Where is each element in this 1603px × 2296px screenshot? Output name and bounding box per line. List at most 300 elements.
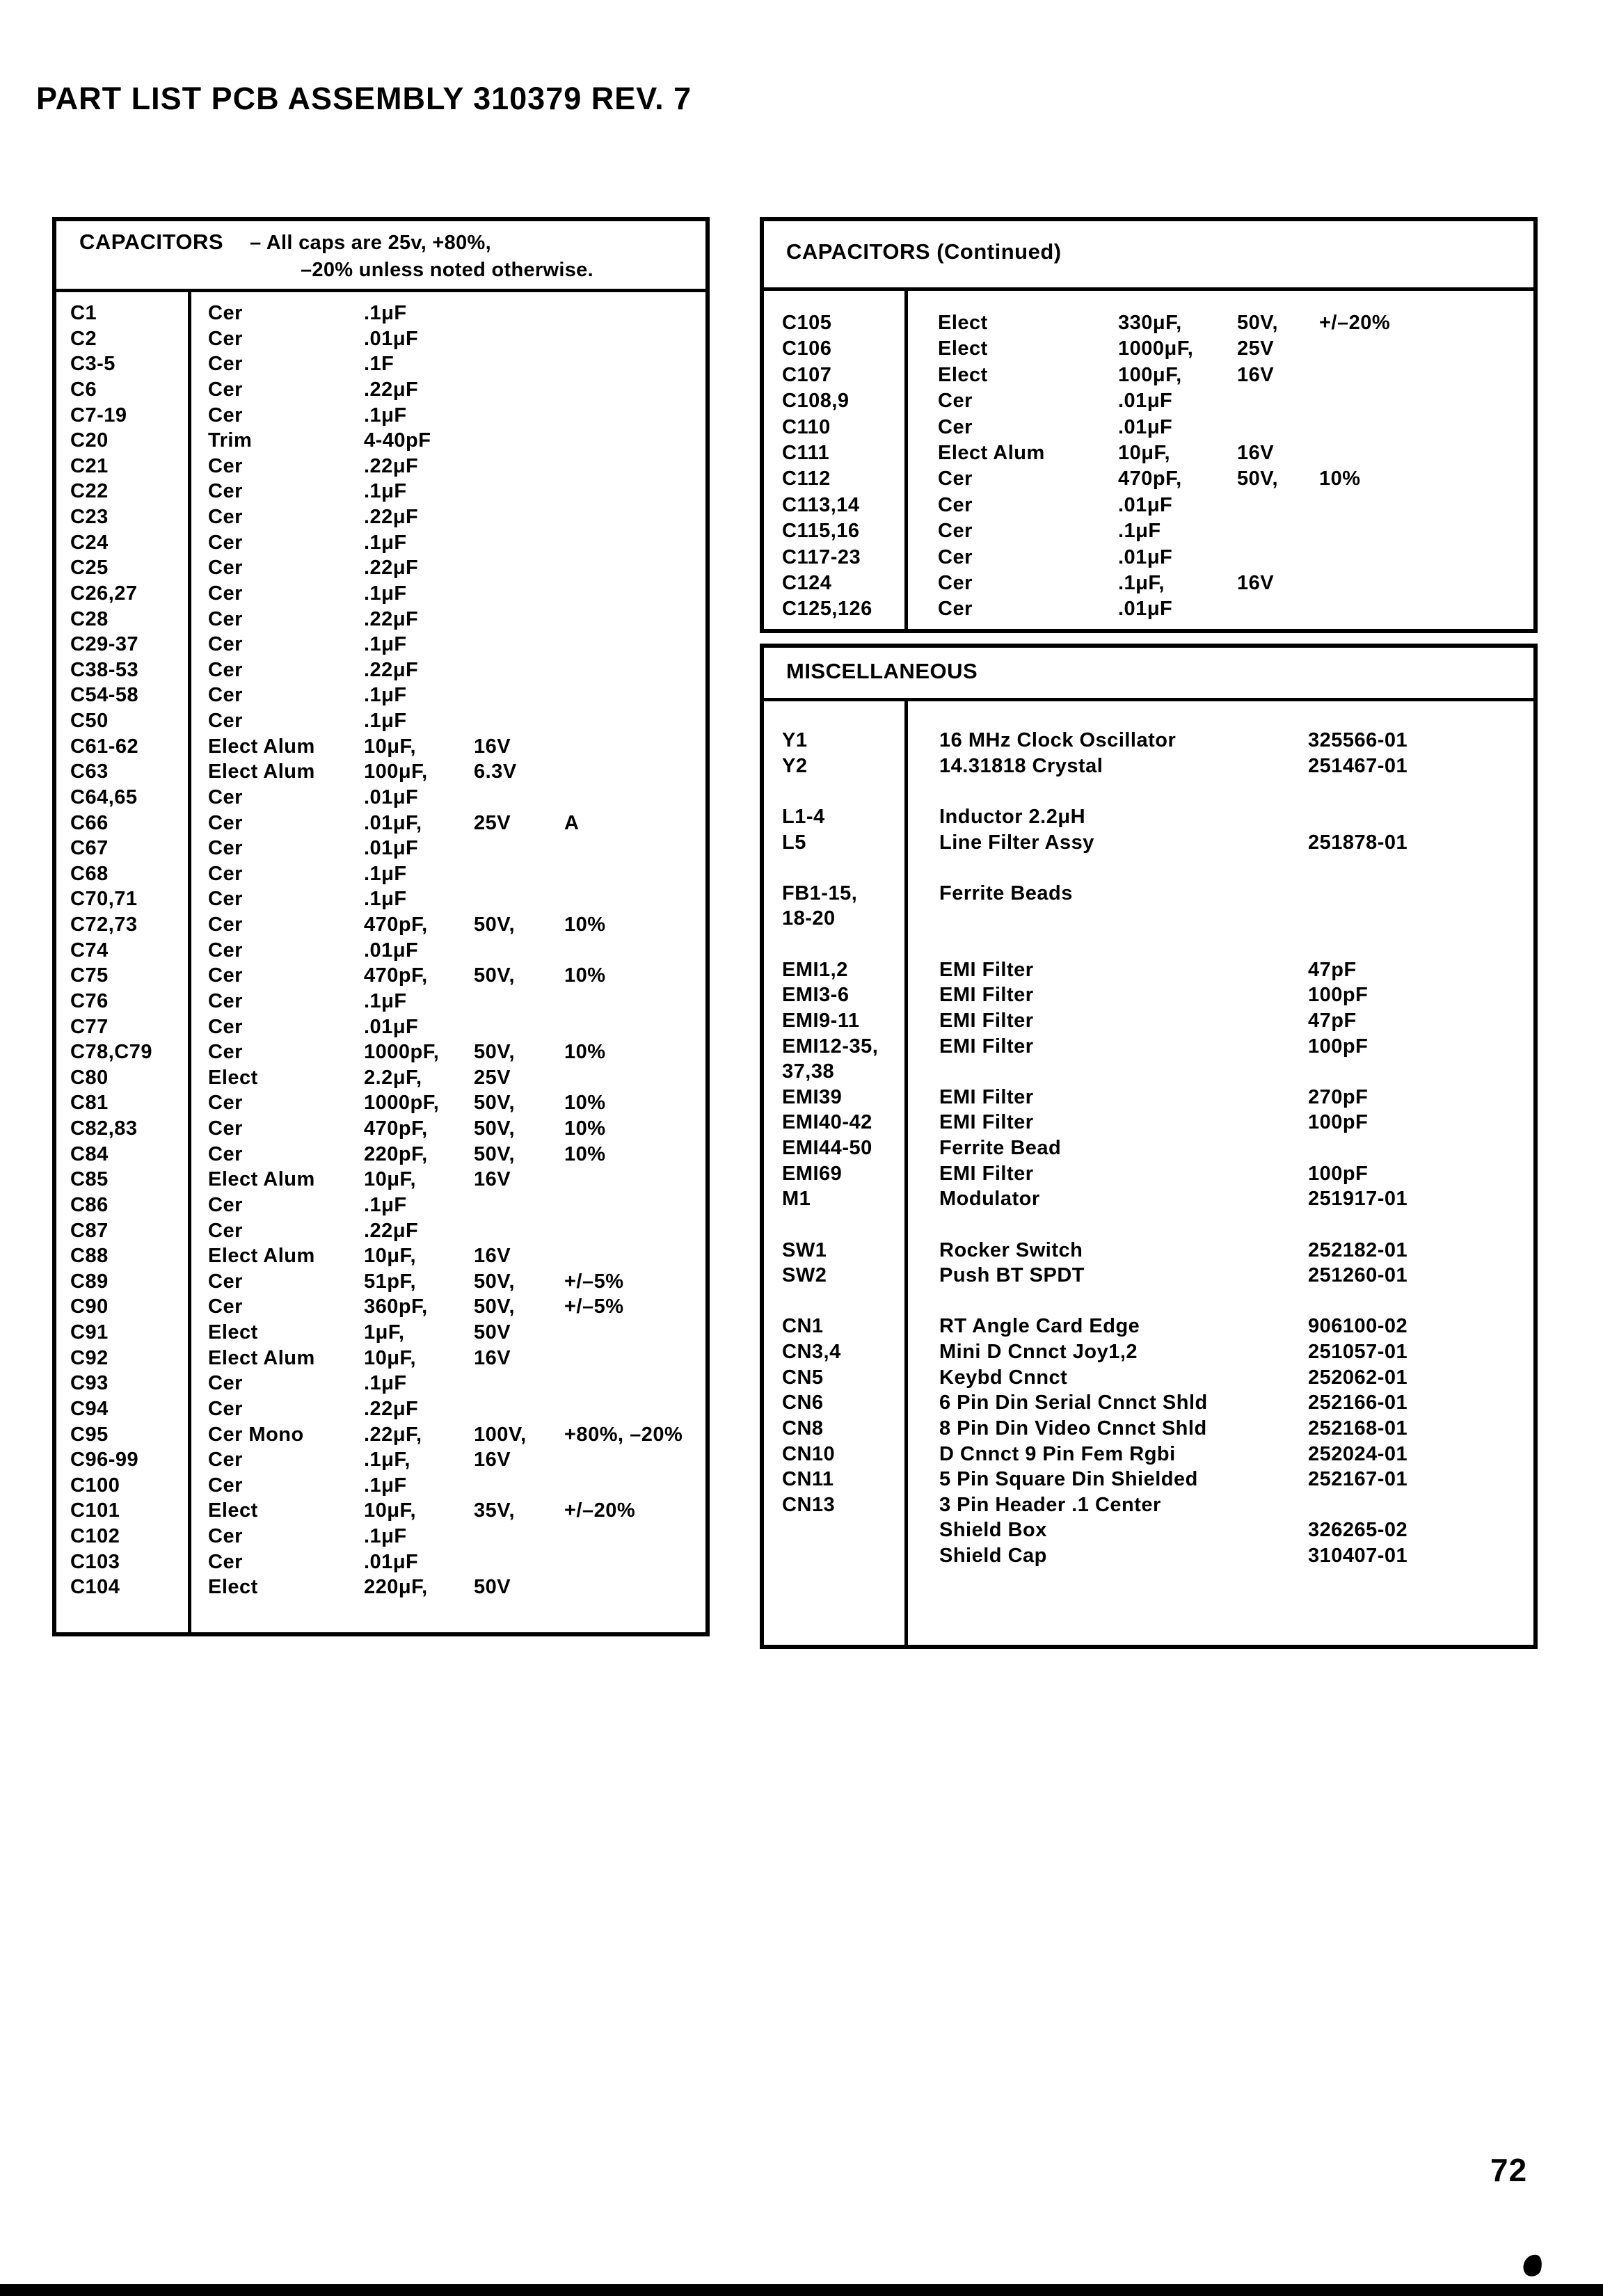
table-cell (1308, 1492, 1533, 1518)
table-cell: Cer (208, 327, 243, 350)
table-cell (939, 779, 1308, 804)
table-cell: Cer (208, 1041, 243, 1064)
miscellaneous-heading: MISCELLANEOUS (786, 659, 978, 683)
table-row (56, 428, 705, 454)
table-row (764, 440, 1533, 466)
table-cell: EMI40-42 (782, 1111, 872, 1134)
table-row (764, 310, 1533, 336)
table-cell: .1μF (364, 404, 407, 426)
table-cell: 2.2μF, (364, 1066, 422, 1089)
table-cell: 10μF, (364, 1245, 417, 1268)
table-cell: C70,71 (70, 888, 138, 911)
table-cell: C104 (70, 1576, 120, 1599)
table-cell: EMI12-35, (782, 1035, 879, 1058)
table-cell: 50V, (474, 1092, 515, 1115)
table-cell: C24 (70, 531, 109, 554)
table-cell: 220pF, (364, 1142, 428, 1165)
table-cell: Cer (208, 1015, 243, 1038)
table-row (764, 362, 1533, 388)
table-row (56, 530, 705, 556)
table-cell (474, 938, 564, 964)
table-cell (474, 632, 564, 657)
table-cell: 10μF, (364, 735, 417, 758)
table-row (56, 1320, 705, 1346)
table-cell: 10% (564, 914, 606, 936)
table-cell: 252167-01 (1308, 1468, 1408, 1491)
table-cell: 50V, (1237, 468, 1278, 491)
table-cell: L1-4 (782, 805, 825, 828)
table-cell (1308, 779, 1533, 804)
table-cell (474, 836, 564, 861)
table-cell (764, 932, 939, 957)
table-cell (564, 861, 705, 887)
table-cell (474, 301, 564, 326)
table-row (764, 518, 1533, 544)
table-cell (474, 1014, 564, 1040)
table-cell: C75 (70, 964, 109, 987)
table-cell: RT Angle Card Edge (939, 1315, 1140, 1338)
table-cell: EMI Filter (939, 958, 1034, 981)
table-cell: C85 (70, 1168, 109, 1191)
table-cell: Cer (938, 468, 973, 491)
table-row (56, 1218, 705, 1244)
table-cell: .22μF (364, 1397, 419, 1420)
table-cell: .22μF (364, 658, 419, 681)
table-cell: 325566-01 (1308, 729, 1408, 751)
table-row (56, 963, 705, 989)
table-row (56, 1294, 705, 1320)
table-row (764, 881, 1533, 907)
table-cell: 16V (1237, 571, 1275, 594)
table-cell: Cer (938, 520, 973, 543)
table-cell (564, 1396, 705, 1422)
table-cell: Cer (208, 658, 243, 681)
table-cell: Inductor 2.2μH (939, 805, 1086, 828)
table-cell: 10μF, (364, 1168, 417, 1191)
table-row (764, 728, 1533, 754)
table-cell (1308, 906, 1533, 932)
table-cell: C7-19 (70, 404, 127, 426)
table-cell: Trim (208, 429, 253, 452)
table-cell: 10% (564, 964, 606, 987)
table-cell: .1μF (364, 684, 407, 707)
table-cell: 251260-01 (1308, 1264, 1408, 1287)
table-cell: 16V (474, 735, 511, 758)
table-cell: 220μF, (364, 1576, 428, 1599)
table-cell: Shield Cap (939, 1545, 1047, 1567)
table-row (56, 1014, 705, 1040)
table-cell: Cer (208, 811, 243, 834)
table-cell: 100pF (1308, 984, 1369, 1007)
table-cell: +80%, –20% (564, 1423, 683, 1446)
table-row (56, 1167, 705, 1193)
capacitors-continued-header (764, 221, 1533, 291)
table-cell: C64,65 (70, 786, 138, 808)
table-cell: 50V, (1237, 312, 1278, 334)
table-cell: Cer (208, 1193, 243, 1216)
table-row (764, 388, 1533, 414)
table-cell (564, 301, 705, 326)
table-cell: C105 (782, 312, 832, 334)
table-cell (1319, 596, 1533, 622)
table-row (764, 1416, 1533, 1442)
table-cell: 50V, (474, 964, 515, 987)
table-cell: C76 (70, 989, 109, 1012)
table-row (56, 351, 705, 377)
table-row (764, 1339, 1533, 1365)
table-row (764, 1110, 1533, 1135)
table-cell: 251878-01 (1308, 831, 1408, 854)
table-cell (474, 530, 564, 556)
table-cell: .22μF, (364, 1423, 422, 1446)
table-cell: 5 Pin Square Din Shielded (939, 1468, 1198, 1491)
table-cell: CN6 (782, 1392, 824, 1414)
table-cell: C101 (70, 1499, 120, 1522)
table-cell: 10μF, (1118, 441, 1171, 464)
table-cell: Cer (208, 1219, 243, 1242)
table-cell: 252062-01 (1308, 1366, 1408, 1389)
table-row (56, 377, 705, 403)
table-cell (474, 785, 564, 811)
table-cell (1308, 1059, 1533, 1085)
table-cell: Cer (208, 1550, 243, 1573)
table-cell: .1μF, (364, 1449, 410, 1472)
table-row (56, 708, 705, 734)
table-cell: C113,14 (782, 493, 860, 516)
table-cell (564, 1346, 705, 1371)
table-cell (564, 377, 705, 403)
table-cell: Cer (208, 939, 243, 962)
table-cell: C108,9 (782, 390, 850, 413)
table-cell: 10% (564, 1142, 606, 1165)
table-cell: 10μF, (364, 1346, 417, 1369)
table-row (56, 759, 705, 785)
table-cell: CN1 (782, 1315, 824, 1338)
table-row (56, 811, 705, 836)
table-cell: 330μF, (1118, 312, 1182, 334)
table-cell (939, 906, 1308, 932)
table-cell (564, 989, 705, 1014)
table-cell: Cer (208, 454, 243, 477)
table-cell: C80 (70, 1066, 109, 1089)
table-cell (939, 932, 1308, 957)
table-cell: .01μF (364, 837, 419, 860)
table-cell: 50V (474, 1576, 511, 1599)
table-cell: Cer (208, 914, 243, 936)
table-cell: 906100-02 (1308, 1315, 1408, 1338)
table-cell: 16V (1237, 363, 1275, 386)
table-cell: Elect (208, 1576, 258, 1599)
table-cell (474, 479, 564, 504)
table-cell: 470pF, (364, 914, 428, 936)
table-cell: Cer (938, 571, 973, 594)
table-row (56, 1447, 705, 1473)
table-cell (564, 403, 705, 429)
table-cell (474, 454, 564, 479)
table-cell: C115,16 (782, 520, 860, 543)
capacitors-header (56, 221, 705, 292)
table-cell: SW2 (782, 1264, 827, 1287)
table-cell: C26,27 (70, 582, 138, 605)
table-cell: .1μF (364, 888, 407, 911)
table-cell: 470pF, (364, 1117, 428, 1140)
table-cell: EMI1,2 (782, 958, 848, 981)
table-cell: 10% (564, 1092, 606, 1115)
table-cell: Elect (208, 1321, 258, 1344)
table-row (56, 785, 705, 811)
table-cell: 37,38 (782, 1060, 835, 1083)
table-cell (764, 1543, 939, 1569)
table-cell: .1μF (364, 1372, 407, 1395)
table-cell: C23 (70, 506, 109, 528)
table-cell: 51pF, (364, 1270, 417, 1293)
table-cell: 326265-02 (1308, 1519, 1408, 1542)
table-cell (564, 1549, 705, 1575)
table-cell: CN11 (782, 1468, 834, 1491)
table-cell: 252168-01 (1308, 1417, 1408, 1440)
table-cell: EMI9-11 (782, 1009, 860, 1032)
table-cell (1308, 1212, 1533, 1238)
table-cell (474, 861, 564, 887)
table-cell: .01μF (1118, 545, 1173, 568)
table-cell: Cer (208, 582, 243, 605)
table-row (56, 912, 705, 938)
table-cell (1319, 571, 1533, 596)
table-cell (474, 1371, 564, 1396)
table-cell: Cer (208, 684, 243, 707)
capacitors-continued-box (760, 217, 1538, 633)
table-row (56, 1142, 705, 1167)
table-cell: Cer (208, 1372, 243, 1395)
table-cell: Cer (938, 598, 973, 621)
table-cell: EMI Filter (939, 984, 1034, 1007)
table-cell (474, 1524, 564, 1549)
table-cell: C81 (70, 1092, 109, 1115)
table-cell: 1μF, (364, 1321, 405, 1344)
table-row (764, 1517, 1533, 1543)
table-cell (564, 1193, 705, 1218)
table-row (56, 1524, 705, 1549)
table-row (56, 683, 705, 708)
table-cell: C74 (70, 939, 109, 962)
table-cell: 470pF, (364, 964, 428, 987)
table-cell (564, 886, 705, 912)
table-cell (474, 1549, 564, 1575)
table-cell: C106 (782, 337, 832, 360)
table-cell (1308, 855, 1533, 881)
table-cell: Cer (208, 1270, 243, 1293)
page-number: 72 (1490, 2152, 1528, 2188)
table-cell: Cer (208, 1449, 243, 1472)
table-cell: 100μF, (364, 760, 428, 783)
table-cell (474, 1193, 564, 1218)
table-cell: 16V (474, 1449, 511, 1472)
table-cell: C90 (70, 1296, 109, 1318)
table-cell: C29-37 (70, 633, 139, 656)
table-row (56, 1065, 705, 1091)
table-cell: 310407-01 (1308, 1545, 1408, 1567)
capacitors-note-line2: –20% unless noted otherwise. (301, 259, 593, 281)
table-cell (564, 428, 705, 454)
table-cell: C66 (70, 811, 109, 834)
table-cell: C67 (70, 837, 109, 860)
table-cell: Elect Alum (208, 1168, 315, 1191)
table-cell: C1 (70, 302, 97, 324)
table-cell (474, 1396, 564, 1422)
table-row (56, 326, 705, 352)
table-cell: C68 (70, 862, 109, 885)
table-cell: .01μF (364, 1015, 419, 1038)
table-cell: 47pF (1308, 1009, 1357, 1032)
table-cell: CN8 (782, 1417, 824, 1440)
table-cell: 25V (474, 811, 511, 834)
table-cell: .01μF (1118, 415, 1173, 438)
table-cell: Cer (208, 557, 243, 580)
table-row (764, 1186, 1533, 1212)
table-cell: Elect Alum (938, 441, 1045, 464)
table-cell: Cer (208, 378, 243, 401)
table-cell (1308, 804, 1533, 830)
table-row (764, 1161, 1533, 1187)
miscellaneous-table (764, 701, 1533, 1569)
table-cell (1319, 415, 1533, 440)
table-cell: Mini D Cnnct Joy1,2 (939, 1341, 1138, 1363)
table-row (764, 957, 1533, 983)
table-cell: .1μF (364, 480, 407, 503)
table-row (56, 454, 705, 479)
capacitors-continued-heading: CAPACITORS (Continued) (786, 239, 1062, 264)
table-cell: Elect Alum (208, 735, 315, 758)
table-cell (1308, 1135, 1533, 1161)
table-cell: 3 Pin Header .1 Center (939, 1493, 1161, 1516)
table-cell: Elect Alum (208, 1346, 315, 1369)
table-cell (564, 1524, 705, 1549)
capacitors-continued-table (764, 291, 1533, 623)
table-cell (1319, 440, 1533, 466)
table-row (764, 1289, 1533, 1314)
table-cell: +/–20% (1319, 312, 1391, 334)
table-cell: .1μF (364, 302, 407, 324)
table-cell: .01μF (364, 1550, 419, 1573)
table-cell (1319, 518, 1533, 544)
table-cell: 270pF (1308, 1085, 1369, 1108)
table-cell: Rocker Switch (939, 1238, 1083, 1261)
table-cell: 6.3V (474, 760, 517, 783)
table-cell: 252024-01 (1308, 1442, 1408, 1465)
table-row (764, 1442, 1533, 1467)
table-cell: Cer (208, 1092, 243, 1115)
capacitors-table (56, 292, 705, 1600)
table-cell (564, 734, 705, 760)
table-cell: 50V, (474, 1041, 515, 1064)
table-row (764, 571, 1533, 596)
table-cell: .01μF (1118, 598, 1173, 621)
table-cell: Cer (938, 545, 973, 568)
table-cell: C92 (70, 1346, 109, 1369)
table-cell (1237, 493, 1319, 518)
table-row (56, 1243, 705, 1269)
table-cell: FB1-15, (782, 882, 858, 904)
table-cell (564, 759, 705, 785)
table-cell (564, 555, 705, 581)
table-cell: Cer (208, 989, 243, 1012)
table-cell (1319, 493, 1533, 518)
table-row (56, 301, 705, 326)
page-title: PART LIST PCB ASSEMBLY 310379 REV. 7 (36, 81, 692, 116)
table-cell: 50V, (474, 1142, 515, 1165)
table-cell (564, 632, 705, 657)
table-row (764, 855, 1533, 881)
table-cell: C6 (70, 378, 97, 401)
table-cell: 251917-01 (1308, 1188, 1408, 1211)
table-cell (474, 326, 564, 352)
table-cell (1308, 881, 1533, 907)
table-cell: .22μF (364, 607, 419, 630)
table-cell: .1μF (364, 531, 407, 554)
table-row (56, 734, 705, 760)
table-cell: C21 (70, 454, 109, 477)
table-row (56, 1193, 705, 1218)
table-row (56, 886, 705, 912)
table-cell: Shield Box (939, 1519, 1047, 1542)
table-cell: Keybd Cnnct (939, 1366, 1068, 1389)
table-cell: C22 (70, 480, 109, 503)
table-cell: C2 (70, 327, 97, 350)
table-cell: Cer (208, 506, 243, 528)
table-cell: Cer (938, 390, 973, 413)
table-cell: C77 (70, 1015, 109, 1038)
table-cell: 1000pF, (364, 1041, 440, 1064)
table-row (764, 1263, 1533, 1289)
table-cell (564, 1371, 705, 1396)
table-cell: Y2 (782, 754, 808, 777)
table-cell: .01μF (1118, 390, 1173, 413)
table-cell: C111 (782, 441, 830, 464)
table-cell: 251467-01 (1308, 754, 1408, 777)
table-cell: Cer (208, 888, 243, 911)
table-cell: 18-20 (782, 907, 836, 930)
table-cell (764, 1212, 939, 1238)
table-cell: C125,126 (782, 598, 872, 621)
table-cell: 100pF (1308, 1035, 1369, 1058)
table-cell: Elect Alum (208, 760, 315, 783)
table-cell: Y1 (782, 729, 808, 751)
table-row (56, 403, 705, 429)
table-row (56, 1269, 705, 1295)
table-cell (764, 1289, 939, 1314)
table-row (764, 1543, 1533, 1569)
scan-edge-bar (0, 2284, 1603, 2296)
table-row (764, 1238, 1533, 1263)
table-row (56, 581, 705, 607)
table-cell: A (564, 811, 580, 834)
table-cell: 25V (474, 1066, 511, 1089)
table-cell (564, 326, 705, 352)
table-cell: C110 (782, 415, 831, 438)
table-cell: C28 (70, 607, 109, 630)
table-row (56, 1346, 705, 1371)
table-cell: 100V, (474, 1423, 527, 1446)
table-cell (1237, 518, 1319, 544)
table-cell: Cer (208, 302, 243, 324)
table-cell (564, 530, 705, 556)
table-row (764, 1492, 1533, 1518)
table-cell: L5 (782, 831, 806, 854)
table-cell (1237, 596, 1319, 622)
table-cell: EMI3-6 (782, 984, 850, 1007)
table-row (764, 466, 1533, 492)
table-row (56, 657, 705, 683)
